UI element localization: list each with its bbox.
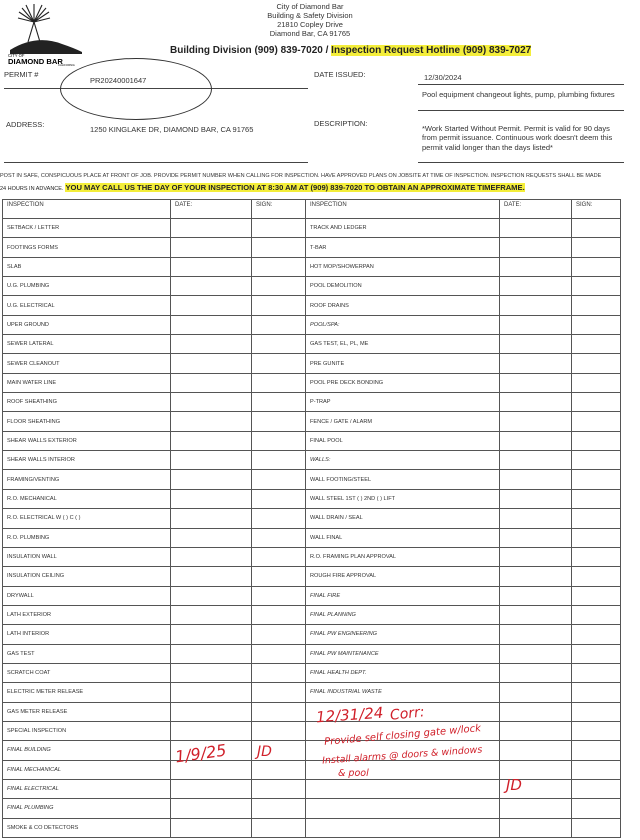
right-inspection-cell: R.O. FRAMING PLAN APPROVAL (306, 547, 500, 566)
table-row (3, 818, 621, 837)
left-sign-cell (252, 799, 306, 818)
table-row (3, 644, 621, 663)
date-rule (418, 84, 624, 85)
city-logo (6, 0, 86, 66)
left-inspection-cell: UPER GROUND (3, 315, 171, 334)
description-value: Pool equipment changeout lights, pump, plumbing fixtures (422, 90, 615, 99)
left-sign-cell (252, 547, 306, 566)
table-row (3, 567, 621, 586)
left-sign-cell (252, 509, 306, 528)
left-inspection-cell: R.O. MECHANICAL (3, 489, 171, 508)
left-date-cell (171, 296, 252, 315)
address-rule (4, 162, 308, 163)
inspection-table (2, 199, 621, 838)
left-inspection-cell: ROOF SHEATHING (3, 393, 171, 412)
right-date-cell (500, 277, 572, 296)
left-date-cell (171, 509, 252, 528)
left-inspection-cell: FRAMING/VENTING (3, 470, 171, 489)
right-date-cell (500, 702, 572, 721)
left-inspection-cell: GAS TEST (3, 644, 171, 663)
left-inspection-cell: SPECIAL INSPECTION (3, 721, 171, 740)
left-date-cell (171, 625, 252, 644)
right-inspection-cell: POOL PRE DECK BONDING (306, 373, 500, 392)
left-sign-cell (252, 644, 306, 663)
right-sign-cell (572, 721, 621, 740)
right-inspection-cell: P-TRAP (306, 393, 500, 412)
right-sign-cell (572, 779, 621, 798)
left-sign-cell (252, 605, 306, 624)
left-date-cell (171, 451, 252, 470)
left-inspection-cell: SHEAR WALLS INTERIOR (3, 451, 171, 470)
table-row (3, 219, 621, 238)
header-cell: INSPECTION (3, 200, 171, 219)
notice-highlight: YOU MAY CALL US THE DAY OF YOUR INSPECTION AT 8:30 AM AT (909) 839-7020 TO OBTAIN AN APPROXIMATE TIMEFRAME. (65, 183, 525, 192)
logo-sub: CALIFORNIA (58, 63, 75, 66)
header-cell: SIGN: (572, 200, 621, 219)
right-date-cell (500, 799, 572, 818)
header-cell: INSPECTION (306, 200, 500, 219)
left-sign-cell (252, 818, 306, 837)
left-sign-cell (252, 683, 306, 702)
right-inspection-cell: ROOF DRAINS (306, 296, 500, 315)
right-date-cell (500, 625, 572, 644)
left-sign-cell (252, 721, 306, 740)
right-sign-cell (572, 625, 621, 644)
right-sign-cell (572, 451, 621, 470)
table-row (3, 277, 621, 296)
right-date-cell (500, 451, 572, 470)
right-inspection-cell (306, 779, 500, 798)
table-row (3, 296, 621, 315)
right-date-cell (500, 509, 572, 528)
right-inspection-cell: WALL DRAIN / SEAL (306, 509, 500, 528)
left-date-cell (171, 470, 252, 489)
left-date-cell (171, 586, 252, 605)
handwritten-initials: JD (257, 744, 272, 760)
right-inspection-cell: T-BAR (306, 238, 500, 257)
left-date-cell (171, 702, 252, 721)
left-date-cell (171, 489, 252, 508)
table-row (3, 779, 621, 798)
table-row (3, 238, 621, 257)
left-sign-cell (252, 412, 306, 431)
right-sign-cell (572, 393, 621, 412)
left-date-cell (171, 799, 252, 818)
table-row (3, 489, 621, 508)
left-inspection-cell: FINAL BUILDING (3, 741, 171, 760)
right-sign-cell (572, 741, 621, 760)
logo-name: DIAMOND BAR (8, 57, 63, 66)
right-sign-cell (572, 412, 621, 431)
right-date-cell (500, 315, 572, 334)
table-row (3, 373, 621, 392)
right-inspection-cell: FINAL POOL (306, 431, 500, 450)
right-date-cell (500, 528, 572, 547)
left-sign-cell (252, 373, 306, 392)
right-inspection-cell (306, 818, 500, 837)
right-date-cell (500, 412, 572, 431)
right-date-cell (500, 683, 572, 702)
handwritten-corr: Corr: (389, 704, 426, 724)
table-row (3, 393, 621, 412)
handwritten-line-3: & pool (338, 768, 369, 779)
right-inspection-cell: FINAL PW MAINTENANCE (306, 644, 500, 663)
table-row (3, 586, 621, 605)
right-date-cell (500, 219, 572, 238)
left-inspection-cell: FLOOR SHEATHING (3, 412, 171, 431)
left-sign-cell (252, 296, 306, 315)
city-address-block (220, 2, 400, 38)
left-sign-cell (252, 451, 306, 470)
right-date-cell (500, 741, 572, 760)
table-row (3, 354, 621, 373)
left-date-cell (171, 431, 252, 450)
right-inspection-cell: HOT MOP/SHOWERPAN (306, 257, 500, 276)
left-sign-cell (252, 528, 306, 547)
left-inspection-cell: INSULATION WALL (3, 547, 171, 566)
right-date-cell (500, 431, 572, 450)
left-sign-cell (252, 354, 306, 373)
left-date-cell (171, 277, 252, 296)
left-sign-cell (252, 586, 306, 605)
left-inspection-cell: R.O. PLUMBING (3, 528, 171, 547)
street: 21810 Copley Drive (277, 20, 343, 29)
description-label: DESCRIPTION: (314, 119, 368, 128)
left-date-cell (171, 315, 252, 334)
org-name: City of Diamond Bar (276, 2, 344, 11)
right-sign-cell (572, 277, 621, 296)
right-date-cell (500, 296, 572, 315)
city-line: Diamond Bar, CA 91765 (269, 29, 351, 38)
right-sign-cell (572, 489, 621, 508)
header-cell: DATE: (171, 200, 252, 219)
left-inspection-cell: LATH EXTERIOR (3, 605, 171, 624)
right-date-cell (500, 721, 572, 740)
permit-number: PR20240001647 (90, 76, 147, 85)
left-sign-cell (252, 431, 306, 450)
right-inspection-cell: WALL FINAL (306, 528, 500, 547)
right-inspection-cell: FENCE / GATE / ALARM (306, 412, 500, 431)
left-date-cell (171, 663, 252, 682)
right-date-cell (500, 238, 572, 257)
table-row (3, 799, 621, 818)
left-inspection-cell: SEWER LATERAL (3, 335, 171, 354)
right-sign-cell (572, 315, 621, 334)
table-row (3, 509, 621, 528)
right-inspection-cell: POOL/SPA: (306, 315, 500, 334)
right-sign-cell (572, 567, 621, 586)
right-inspection-cell: GAS TEST, EL, PL, ME (306, 335, 500, 354)
right-sign-cell (572, 509, 621, 528)
description-note: *Work Started Without Permit. Permit is valid for 90 days from permit issuance. Continuous work doesn't deem this permit valid longer than the days listed* (422, 124, 613, 152)
note-rule (418, 162, 624, 163)
description-rule (418, 110, 624, 111)
right-sign-cell (572, 373, 621, 392)
right-sign-cell (572, 586, 621, 605)
left-sign-cell (252, 315, 306, 334)
right-inspection-cell: FINAL INDUSTRIAL WASTE (306, 683, 500, 702)
right-inspection-cell: WALL STEEL 1ST ( ) 2ND ( ) LIFT (306, 489, 500, 508)
right-date-cell (500, 393, 572, 412)
left-inspection-cell: GAS METER RELEASE (3, 702, 171, 721)
left-inspection-cell: U.G. ELECTRICAL (3, 296, 171, 315)
left-inspection-cell: SMOKE & CO DETECTORS (3, 818, 171, 837)
left-sign-cell (252, 625, 306, 644)
division-phone: Building Division (909) 839-7020 / (170, 45, 332, 56)
left-sign-cell (252, 760, 306, 779)
left-inspection-cell: INSULATION CEILING (3, 567, 171, 586)
right-date-cell (500, 547, 572, 566)
right-sign-cell (572, 702, 621, 721)
table-row (3, 315, 621, 334)
left-sign-cell (252, 219, 306, 238)
right-date-cell (500, 335, 572, 354)
right-sign-cell (572, 605, 621, 624)
table-row (3, 760, 621, 779)
left-inspection-cell: FINAL MECHANICAL (3, 760, 171, 779)
right-date-cell (500, 586, 572, 605)
right-sign-cell (572, 238, 621, 257)
right-sign-cell (572, 528, 621, 547)
table-row (3, 335, 621, 354)
left-sign-cell (252, 567, 306, 586)
right-sign-cell (572, 760, 621, 779)
table-row (3, 741, 621, 760)
right-date-cell (500, 818, 572, 837)
left-inspection-cell: SLAB (3, 257, 171, 276)
right-inspection-cell: FINAL HEALTH DEPT. (306, 663, 500, 682)
address-label: ADDRESS: (6, 120, 45, 129)
left-inspection-cell: FINAL ELECTRICAL (3, 779, 171, 798)
left-inspection-cell: U.G. PLUMBING (3, 277, 171, 296)
right-inspection-cell: PRE GUNITE (306, 354, 500, 373)
left-sign-cell (252, 257, 306, 276)
right-sign-cell (572, 354, 621, 373)
right-sign-cell (572, 470, 621, 489)
table-row (3, 605, 621, 624)
left-sign-cell (252, 277, 306, 296)
date-issued-value: 12/30/2024 (424, 73, 462, 82)
right-date-cell (500, 489, 572, 508)
left-sign-cell (252, 335, 306, 354)
handwritten-date-1: 12/31/24 (315, 703, 384, 727)
permit-label: PERMIT # (4, 70, 39, 79)
left-date-cell (171, 238, 252, 257)
left-inspection-cell: R.O. ELECTRICAL W ( ) C ( ) (3, 509, 171, 528)
table-row (3, 528, 621, 547)
dept-name: Building & Safety Division (267, 11, 353, 20)
notice-line-1: POST IN SAFE, CONSPICUOUS PLACE AT FRONT OF JOB. PROVIDE PERMIT NUMBER WHEN CALLING FOR INSPECTION. HAVE APPROVED PLANS ON JOBSITE AT TIME OF INSPECTION. INSPECTION REQUESTS SHALL BE MADE (0, 173, 602, 179)
permit-circle (60, 58, 212, 120)
left-inspection-cell: LATH INTERIOR (3, 625, 171, 644)
right-inspection-cell: POOL DEMOLITION (306, 277, 500, 296)
logo-city-of: CITY OF (8, 53, 25, 58)
left-sign-cell (252, 702, 306, 721)
right-date-cell (500, 644, 572, 663)
right-sign-cell (572, 799, 621, 818)
table-row (3, 431, 621, 450)
left-sign-cell (252, 779, 306, 798)
header-cell: SIGN: (252, 200, 306, 219)
table-row (3, 412, 621, 431)
left-sign-cell (252, 393, 306, 412)
right-date-cell (500, 567, 572, 586)
inspection-hotline: Inspection Request Hotline (909) 839-7027 (331, 45, 532, 56)
right-sign-cell (572, 547, 621, 566)
right-sign-cell (572, 644, 621, 663)
right-inspection-cell (306, 799, 500, 818)
handwritten-initials-2: JD (506, 776, 522, 794)
left-date-cell (171, 219, 252, 238)
address-value: 1250 KINGLAKE DR, DIAMOND BAR, CA 91765 (90, 125, 254, 134)
table-header-row (3, 200, 621, 219)
table-row (3, 257, 621, 276)
table-row (3, 721, 621, 740)
left-inspection-cell: SEWER CLEANOUT (3, 354, 171, 373)
right-sign-cell (572, 818, 621, 837)
left-inspection-cell: SETBACK / LETTER (3, 219, 171, 238)
left-date-cell (171, 567, 252, 586)
left-date-cell (171, 393, 252, 412)
left-inspection-cell: FINAL PLUMBING (3, 799, 171, 818)
left-date-cell (171, 779, 252, 798)
left-sign-cell (252, 470, 306, 489)
table-row (3, 470, 621, 489)
left-date-cell (171, 257, 252, 276)
left-inspection-cell: SCRATCH COAT (3, 663, 171, 682)
table-row (3, 547, 621, 566)
right-inspection-cell: ROUGH FIRE APPROVAL (306, 567, 500, 586)
left-date-cell (171, 528, 252, 547)
header-cell: DATE: (500, 200, 572, 219)
right-sign-cell (572, 431, 621, 450)
table-row (3, 625, 621, 644)
right-inspection-cell: FINAL FIRE (306, 586, 500, 605)
left-inspection-cell: SHEAR WALLS EXTERIOR (3, 431, 171, 450)
handwritten-line-1: Provide self closing gate w/lock (323, 723, 482, 748)
right-date-cell (500, 605, 572, 624)
left-date-cell (171, 644, 252, 663)
left-date-cell (171, 335, 252, 354)
left-sign-cell (252, 489, 306, 508)
notice-line-2 (0, 183, 600, 192)
right-sign-cell (572, 663, 621, 682)
table-row (3, 663, 621, 682)
right-date-cell (500, 470, 572, 489)
left-date-cell (171, 818, 252, 837)
handwritten-date-2: 1/9/25 (173, 740, 228, 767)
right-date-cell (500, 663, 572, 682)
right-sign-cell (572, 219, 621, 238)
right-sign-cell (572, 257, 621, 276)
right-inspection-cell: TRACK AND LEDGER (306, 219, 500, 238)
table-row (3, 683, 621, 702)
left-date-cell (171, 412, 252, 431)
left-date-cell (171, 605, 252, 624)
right-date-cell (500, 354, 572, 373)
left-date-cell (171, 373, 252, 392)
left-inspection-cell: FOOTINGS FORMS (3, 238, 171, 257)
left-inspection-cell: ELECTRIC METER RELEASE (3, 683, 171, 702)
handwritten-line-2: Install alarms @ doors & windows (321, 744, 483, 767)
right-inspection-cell: WALLS: (306, 451, 500, 470)
table-row (3, 451, 621, 470)
right-sign-cell (572, 296, 621, 315)
notice-prefix: 24 HOURS IN ADVANCE. (0, 186, 64, 192)
right-sign-cell (572, 683, 621, 702)
left-date-cell (171, 721, 252, 740)
left-date-cell (171, 354, 252, 373)
right-date-cell (500, 257, 572, 276)
left-date-cell (171, 547, 252, 566)
left-sign-cell (252, 663, 306, 682)
right-sign-cell (572, 335, 621, 354)
left-inspection-cell: MAIN WATER LINE (3, 373, 171, 392)
date-issued-label: DATE ISSUED: (314, 70, 366, 79)
right-inspection-cell: WALL FOOTING/STEEL (306, 470, 500, 489)
phone-line (170, 45, 531, 56)
left-sign-cell (252, 238, 306, 257)
right-date-cell (500, 373, 572, 392)
right-inspection-cell: FINAL PLANNING (306, 605, 500, 624)
left-inspection-cell: DRYWALL (3, 586, 171, 605)
table-row (3, 702, 621, 721)
right-inspection-cell: FINAL PW ENGINEERING (306, 625, 500, 644)
left-date-cell (171, 683, 252, 702)
